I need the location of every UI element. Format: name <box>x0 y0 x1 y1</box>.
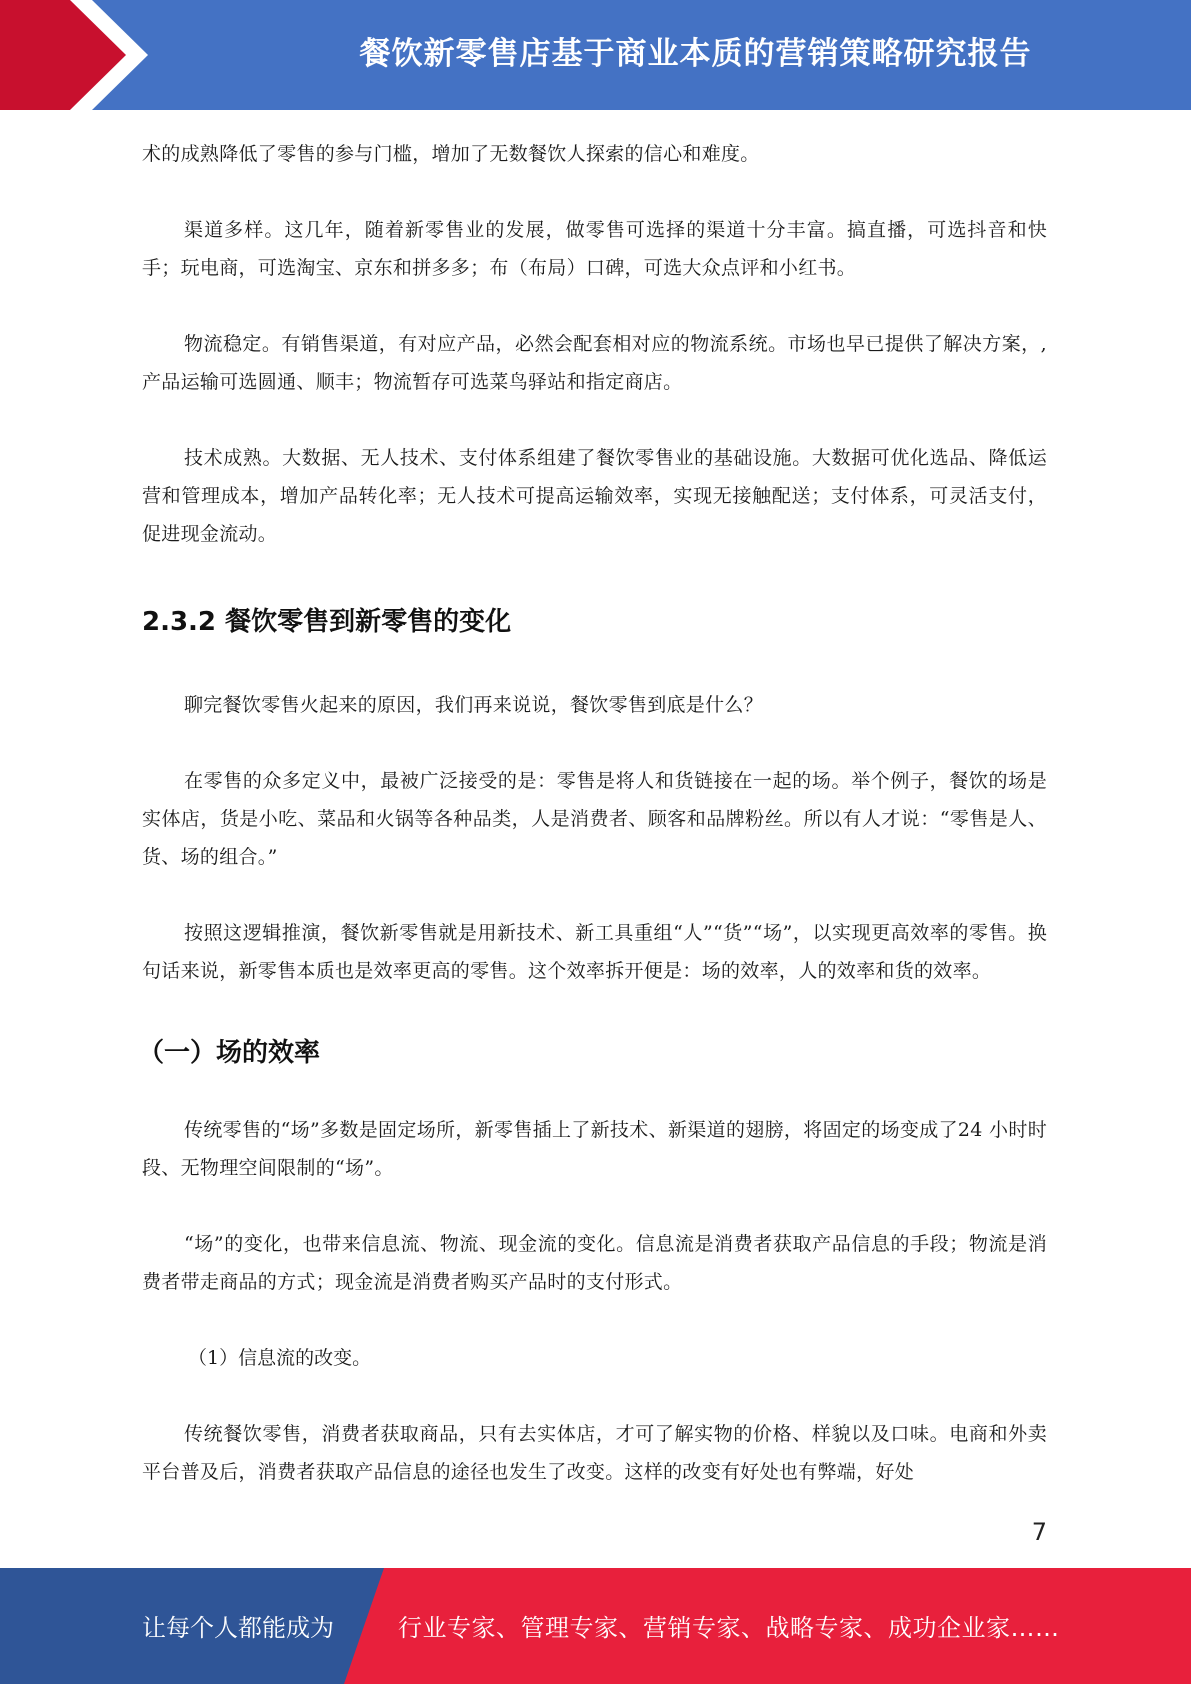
list-item-heading: （1）信息流的改变。 <box>188 1347 372 1369</box>
paragraph: 按照这逻辑推演，餐饮新零售就是用新技术、新工具重组“人”“货”“场”，以实现更高效率的零售。换句话来说，新零售本质也是效率更高的零售。这个效率拆开便是：场的效率，人的效率和货的效率。 <box>142 922 1047 982</box>
section-heading: 2.3.2 餐饮零售到新零售的变化 <box>142 607 512 637</box>
page-footer <box>0 1568 1191 1684</box>
page-number: 7 <box>1031 1518 1047 1546</box>
paragraph: 在零售的众多定义中，最被广泛接受的是：零售是将人和货链接在一起的场。举个例子，餐饮的场是实体店，货是小吃、菜品和火锅等各种品类，人是消费者、顾客和品牌粉丝。所以有人才说：“零售是人、货、场的组合。” <box>142 770 1047 868</box>
paragraph: 渠道多样。这几年，随着新零售业的发展，做零售可选择的渠道十分丰富。搞直播，可选抖音和快手；玩电商，可选淘宝、京东和拼多多；布（布局）口碑，可选大众点评和小红书。 <box>142 219 1047 279</box>
footer-slogan-left: 让每个人都能成为 <box>142 1614 334 1642</box>
paragraph: 传统餐饮零售，消费者获取商品，只有去实体店，才可了解实物的价格、样貌以及口味。电商和外卖平台普及后，消费者获取产品信息的途径也发生了改变。这样的改变有好处也有弊端，好处 <box>142 1423 1047 1483</box>
footer-slogan-right: 行业专家、管理专家、营销专家、战略专家、成功企业家…… <box>398 1614 1060 1642</box>
page-header <box>0 0 1191 110</box>
paragraph: 聊完餐饮零售火起来的原因，我们再来说说，餐饮零售到底是什么？ <box>184 694 764 716</box>
subsection-heading: （一）场的效率 <box>138 1038 321 1068</box>
document-body <box>138 135 1047 1529</box>
report-title: 餐饮新零售店基于商业本质的营销策略研究报告 <box>359 36 1032 72</box>
paragraph: 技术成熟。大数据、无人技术、支付体系组建了餐饮零售业的基础设施。大数据可优化选品、降低运营和管理成本，增加产品转化率；无人技术可提高运输效率，实现无接触配送；支付体系，可灵活支付，促进现金流动。 <box>142 447 1047 545</box>
paragraph: “场”的变化，也带来信息流、物流、现金流的变化。信息流是消费者获取产品信息的手段；物流是消费者带走商品的方式；现金流是消费者购买产品时的支付形式。 <box>142 1233 1047 1293</box>
paragraph: 物流稳定。有销售渠道，有对应产品，必然会配套相对应的物流系统。市场也早已提供了解决方案，,产品运输可选圆通、顺丰；物流暂存可选菜鸟驿站和指定商店。 <box>142 333 1047 393</box>
paragraph: 传统零售的“场”多数是固定场所，新零售插上了新技术、新渠道的翅膀，将固定的场变成了24 小时时段、无物理空间限制的“场”。 <box>142 1119 1047 1179</box>
paragraph: 术的成熟降低了零售的参与门槛，增加了无数餐饮人探索的信心和难度。 <box>142 143 760 165</box>
